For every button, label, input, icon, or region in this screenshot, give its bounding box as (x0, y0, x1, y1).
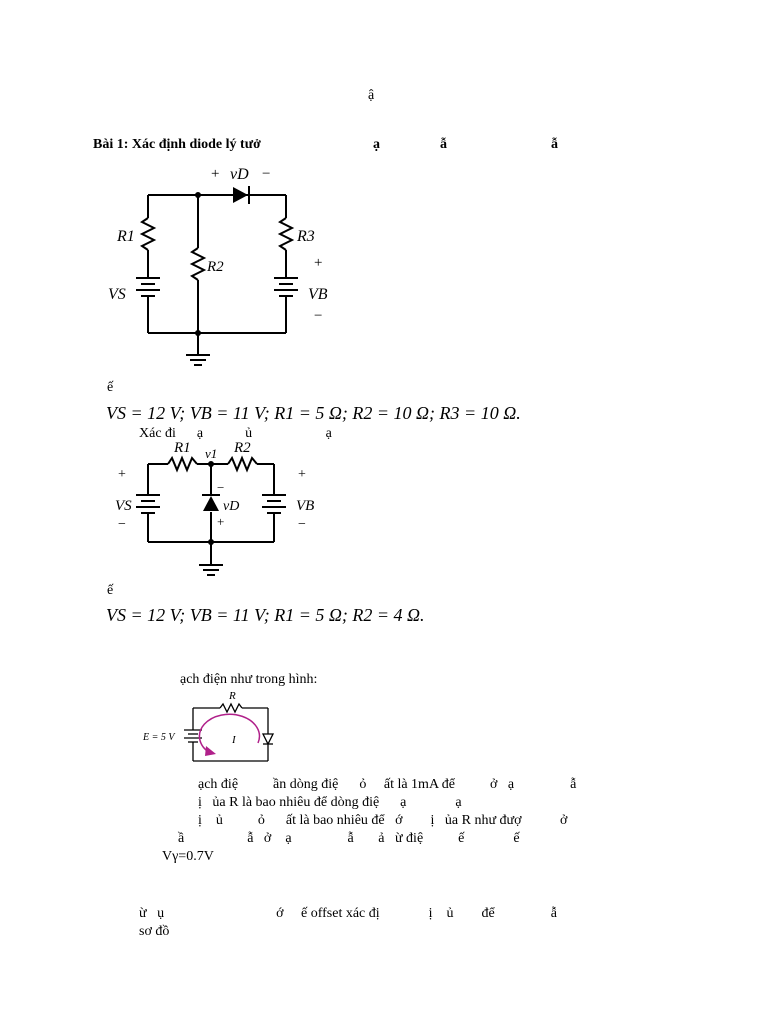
minus-sign: − (118, 517, 126, 532)
vd-label: vD (223, 499, 240, 514)
bai1-heading-fragment: ạ (373, 137, 380, 152)
plus-sign: + (314, 255, 323, 271)
r2-label: R2 (207, 259, 224, 275)
question-line: ị ủa R là bao nhiêu để dòng điệ ạ ạ (198, 795, 462, 810)
minus-sign: − (314, 308, 323, 324)
vgamma-value: Vγ=0.7V (162, 849, 214, 864)
plus-sign: + (211, 166, 220, 182)
r2-label: R2 (234, 440, 251, 456)
note-fragment: ế (107, 380, 114, 395)
question-line: ầ ẫ ở ạ ẫ ả ừ điệ ế ế (178, 831, 520, 846)
minus-sign: − (298, 517, 306, 532)
r1-label: R1 (174, 440, 191, 456)
question-line: ạch điệ ần dòng điệ ỏ ất là 1mA để ở ạ ẫ (198, 777, 577, 792)
current-loop-arrow (199, 714, 259, 753)
equation-2: VS = 12 V; VB = 11 V; R1 = 5 Ω; R2 = 4 Ω. (106, 605, 425, 625)
note-fragment: ế (107, 583, 114, 598)
bai1-heading-fragment: ẫ (551, 137, 558, 152)
v1-label: v1 (205, 446, 218, 461)
question-line: ị ủ ỏ ất là bao nhiêu để ớ ị ủa R như đượ ở (198, 813, 568, 828)
question-line: sơ đồ (139, 924, 170, 939)
r-label: R (229, 690, 236, 702)
arrowhead (205, 746, 216, 756)
current-label: I (232, 734, 236, 746)
vb-label: VB (296, 498, 315, 514)
vs-label: VS (108, 286, 126, 303)
bai1-heading-fragment: ẫ (440, 137, 447, 152)
plus-sign: + (118, 467, 126, 482)
plus-sign: + (217, 514, 225, 529)
vs-label: VS (115, 498, 132, 514)
instruction-line: Xác đi ạ ủ ạ (139, 426, 332, 441)
r3-label: R3 (297, 228, 315, 245)
vb-label: VB (308, 286, 328, 303)
circuit-diagram-1 (100, 160, 400, 370)
bai1-heading: Bài 1: Xác định diode lý tưở (93, 137, 261, 152)
diode-symbol (233, 187, 248, 203)
e-label: E = 5 V (143, 732, 175, 743)
r1-label: R1 (117, 228, 135, 245)
question-line: ừ ụ ớ ế offset xác đị ị ủ để ẫ (139, 906, 557, 921)
diode-symbol (203, 496, 219, 511)
plus-sign: + (298, 467, 306, 482)
circuit-diagram-2 (110, 440, 340, 580)
problem-intro: ạch điện như trong hình: (180, 672, 318, 687)
minus-sign: − (217, 480, 225, 495)
minus-sign: − (262, 166, 271, 182)
circuit-diagram-3 (140, 688, 300, 768)
page-title: ậ (368, 88, 375, 103)
vd-label: vD (230, 166, 249, 183)
equation-1: VS = 12 V; VB = 11 V; R1 = 5 Ω; R2 = 10 Ω; R3 = 10 Ω. (106, 403, 521, 423)
